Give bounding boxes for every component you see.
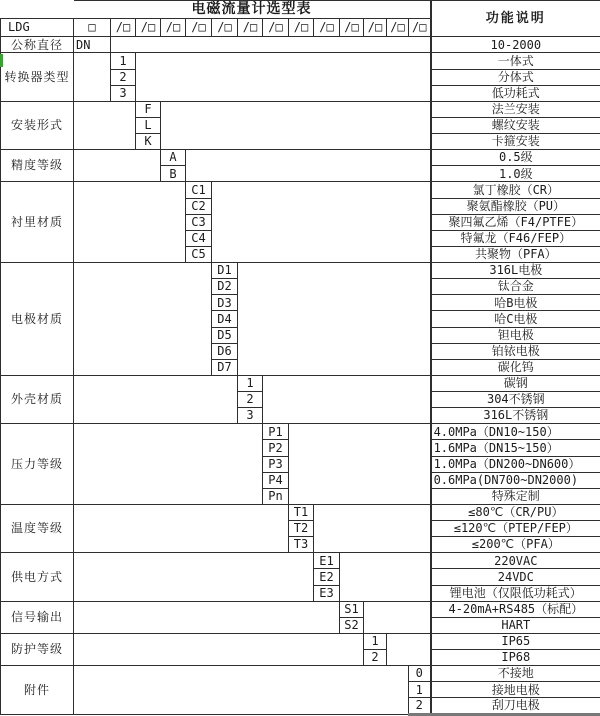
left-gap <box>74 53 111 101</box>
left-gap <box>74 633 364 665</box>
category-label: 公称直径 <box>1 37 74 53</box>
option-code: K <box>136 134 161 150</box>
option-code: E1 <box>314 553 340 569</box>
option-code: P2 <box>263 440 289 456</box>
left-gap <box>74 666 409 715</box>
category-label: 温度等级 <box>1 504 74 552</box>
category-label: 电极材质 <box>1 263 74 376</box>
option-code: D5 <box>212 327 238 343</box>
option-description: 一体式 <box>431 53 600 69</box>
option-description: 220VAC <box>431 553 600 569</box>
left-gap <box>74 504 289 552</box>
option-description: 0.5级 <box>431 150 600 166</box>
option-code: 2 <box>409 698 431 715</box>
right-gap <box>340 553 431 601</box>
option-code: 2 <box>238 392 263 408</box>
option-description: 10-2000 <box>431 37 600 53</box>
option-description: ≤120℃（PTEP/FEP） <box>431 521 600 537</box>
option-description: 316L电极 <box>431 263 600 279</box>
option-code: B <box>161 166 186 182</box>
option-code: C3 <box>186 214 212 230</box>
option-code: C2 <box>186 198 212 214</box>
option-code: 1 <box>111 53 136 69</box>
category-label: 外壳材质 <box>1 375 74 423</box>
category-label: 压力等级 <box>1 424 74 505</box>
option-code: D6 <box>212 343 238 359</box>
option-description: 锂电池（仅限低功耗式） <box>431 585 600 601</box>
option-code: S1 <box>340 601 364 617</box>
model-code-box: /□ <box>364 19 387 37</box>
option-code: DN <box>74 37 111 53</box>
category-label: 供电方式 <box>1 553 74 601</box>
option-code: 3 <box>111 85 136 101</box>
option-description: 刮刀电极 <box>431 698 600 715</box>
option-code: T2 <box>289 521 314 537</box>
option-description: 哈B电极 <box>431 295 600 311</box>
category-label: 精度等级 <box>1 150 74 182</box>
option-code: D4 <box>212 311 238 327</box>
option-description: 4-20mA+RS485（标配） <box>431 601 600 617</box>
model-code-box: /□ <box>409 19 431 37</box>
option-code: S2 <box>340 617 364 633</box>
model-code-box-first: □ <box>74 19 111 37</box>
option-code: F <box>136 101 161 117</box>
option-code: 3 <box>238 408 263 424</box>
option-description: 法兰安装 <box>431 101 600 117</box>
right-gap <box>289 424 431 505</box>
option-code: T1 <box>289 504 314 520</box>
right-gap <box>364 601 431 633</box>
right-gap <box>238 263 431 376</box>
option-description: 接地电极 <box>431 682 600 698</box>
right-gap <box>161 101 431 149</box>
scan-artifact-green <box>0 54 3 67</box>
option-code: 1 <box>364 633 387 649</box>
option-description: 卡箍安装 <box>431 134 600 150</box>
right-gap <box>186 150 431 182</box>
option-code: P4 <box>263 472 289 488</box>
left-gap <box>74 101 136 149</box>
option-code: 1 <box>238 375 263 391</box>
option-description: 共聚物（PFA） <box>431 246 600 262</box>
option-description: 特殊定制 <box>431 488 600 504</box>
option-description: 铂铱电极 <box>431 343 600 359</box>
option-description: ≤80℃（CR/PU） <box>431 504 600 520</box>
category-label: 转换器类型 <box>1 53 74 101</box>
option-code: D7 <box>212 359 238 375</box>
option-description: 1.0MPa（DN200~DN600） <box>431 456 600 472</box>
category-label: 防护等级 <box>1 633 74 665</box>
option-description: 氯丁橡胶（CR） <box>431 182 600 198</box>
option-description: 哈C电极 <box>431 311 600 327</box>
option-description: ≤200℃（PFA） <box>431 537 600 553</box>
option-description: 0.6MPa(DN700~DN2000) <box>431 472 600 488</box>
option-description: 304不锈钢 <box>431 392 600 408</box>
option-description: 1.0级 <box>431 166 600 182</box>
right-gap <box>212 182 431 263</box>
option-description: 316L不锈钢 <box>431 408 600 424</box>
model-code-box: /□ <box>111 19 136 37</box>
category-label: 附件 <box>1 666 74 715</box>
option-description: 钽电极 <box>431 327 600 343</box>
option-code: E3 <box>314 585 340 601</box>
option-code: C5 <box>186 246 212 262</box>
right-gap <box>136 53 431 101</box>
option-code: C4 <box>186 230 212 246</box>
option-code: 2 <box>111 69 136 85</box>
model-code-box: /□ <box>136 19 161 37</box>
option-code: E2 <box>314 569 340 585</box>
option-code: D3 <box>212 295 238 311</box>
option-description: 低功耗式 <box>431 85 600 101</box>
option-code: 2 <box>364 650 387 666</box>
selection-table-body <box>1 1 600 715</box>
left-gap <box>74 601 340 633</box>
option-code: C1 <box>186 182 212 198</box>
option-code: D1 <box>212 263 238 279</box>
right-gap <box>314 504 431 552</box>
corner-blank <box>1 1 74 19</box>
table-title: 电磁流量计选型表 <box>74 1 431 19</box>
option-code: D2 <box>212 279 238 295</box>
option-code: P1 <box>263 424 289 440</box>
model-code-box: /□ <box>238 19 263 37</box>
left-gap <box>74 263 212 376</box>
option-description: IP65 <box>431 633 600 649</box>
left-gap <box>74 424 263 505</box>
option-code: A <box>161 150 186 166</box>
option-description: 碳钢 <box>431 375 600 391</box>
option-code: 0 <box>409 666 431 682</box>
option-description: IP68 <box>431 650 600 666</box>
model-code-box: /□ <box>161 19 186 37</box>
left-gap <box>74 150 161 182</box>
option-description: 24VDC <box>431 569 600 585</box>
model-prefix: LDG <box>1 19 74 37</box>
option-code: T3 <box>289 537 314 553</box>
model-code-box: /□ <box>314 19 340 37</box>
right-gap <box>263 375 431 423</box>
left-gap <box>74 182 186 263</box>
model-code-box: /□ <box>263 19 289 37</box>
option-description: 不接地 <box>431 666 600 682</box>
option-description: 分体式 <box>431 69 600 85</box>
option-code: L <box>136 117 161 133</box>
option-description: 特氟龙（F46/FEP） <box>431 230 600 246</box>
category-label: 安装形式 <box>1 101 74 149</box>
option-code: Pn <box>263 488 289 504</box>
option-description: 聚四氟乙烯（F4/PTFE） <box>431 214 600 230</box>
option-description: 1.6MPa（DN15~150） <box>431 440 600 456</box>
left-gap <box>74 375 238 423</box>
model-code-box: /□ <box>212 19 238 37</box>
option-code: P3 <box>263 456 289 472</box>
category-label: 衬里材质 <box>1 182 74 263</box>
function-column-header: 功能说明 <box>431 1 600 37</box>
model-code-box: /□ <box>340 19 364 37</box>
option-description: 4.0MPa（DN10~150） <box>431 424 600 440</box>
model-code-box: /□ <box>387 19 409 37</box>
right-gap <box>111 37 431 53</box>
option-description: 碳化钨 <box>431 359 600 375</box>
option-description: 螺纹安装 <box>431 117 600 133</box>
left-gap <box>74 553 314 601</box>
model-code-box: /□ <box>186 19 212 37</box>
category-label: 信号输出 <box>1 601 74 633</box>
right-gap <box>387 633 431 665</box>
option-description: 聚氨酯橡胶（PU） <box>431 198 600 214</box>
option-code: 1 <box>409 682 431 698</box>
model-code-box: /□ <box>289 19 314 37</box>
option-description: HART <box>431 617 600 633</box>
option-description: 钛合金 <box>431 279 600 295</box>
